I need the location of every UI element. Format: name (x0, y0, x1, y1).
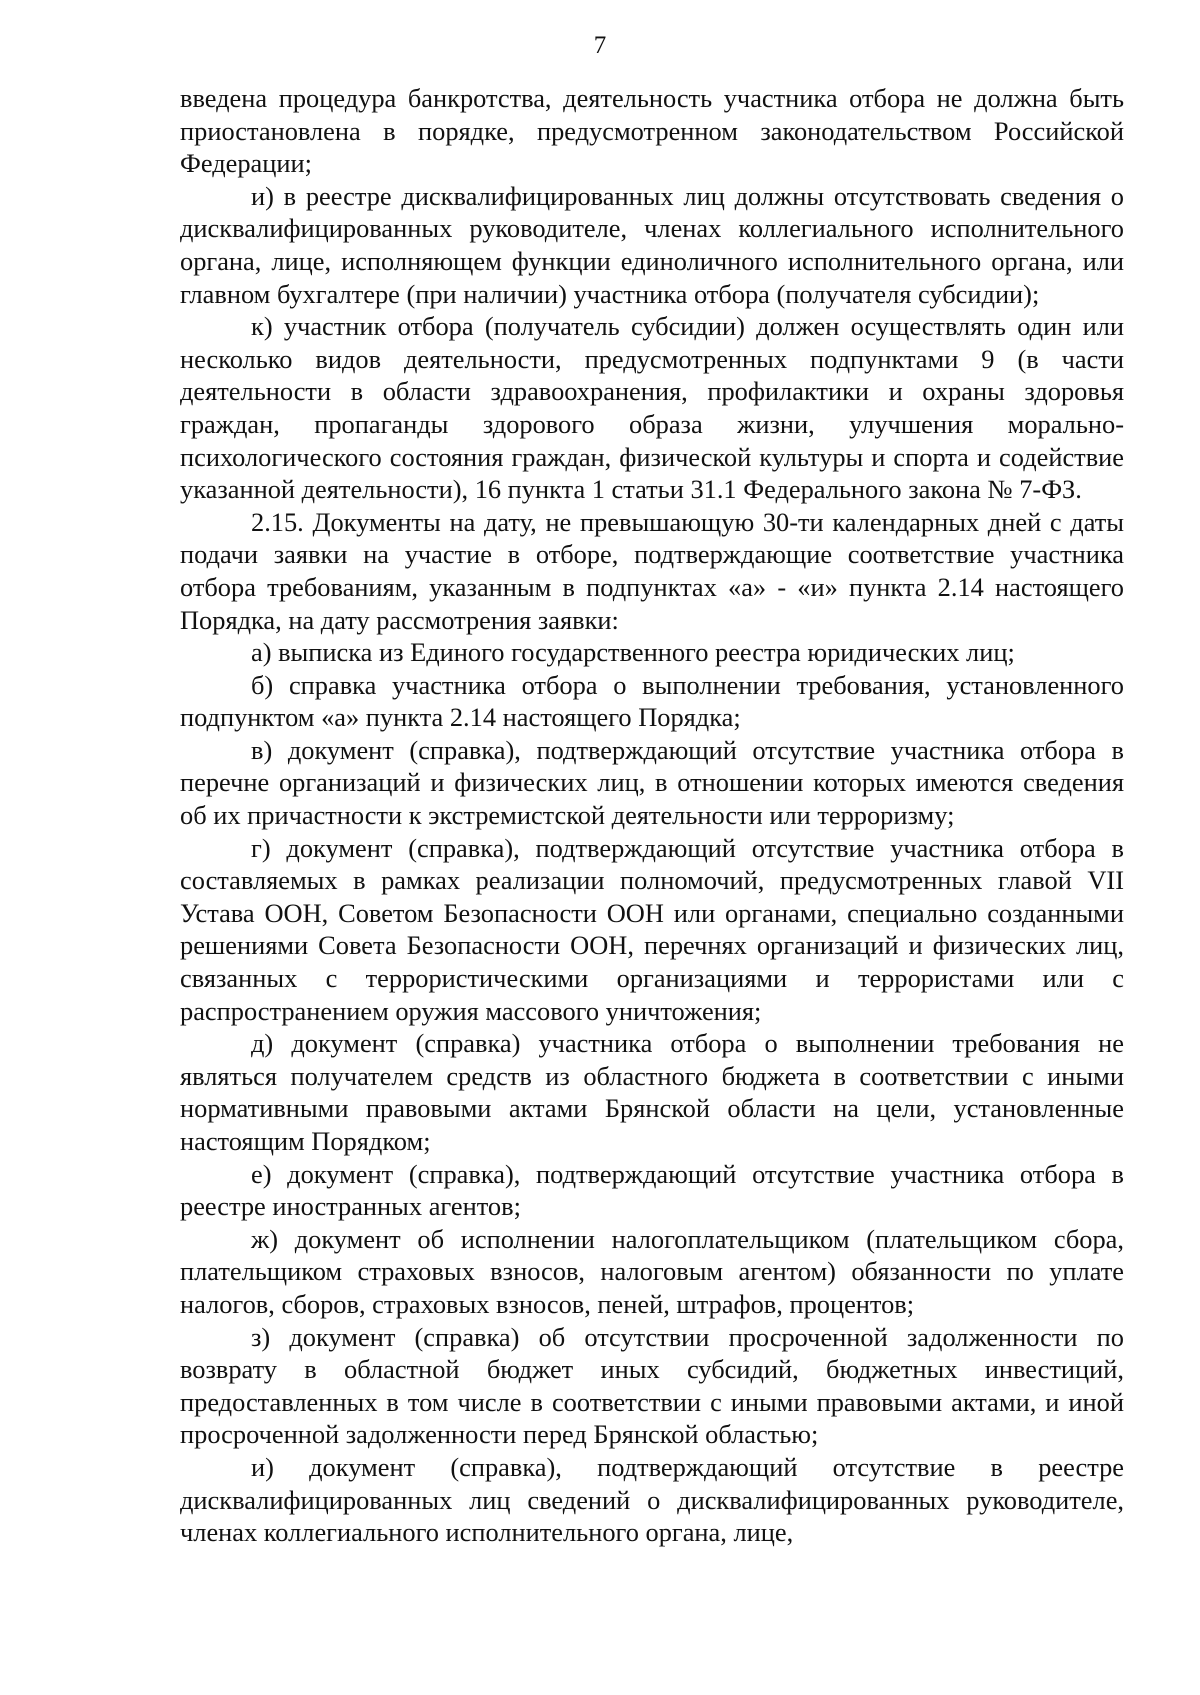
paragraph-doc-e: е) документ (справка), подтверждающий отсутствие участника отбора в реестре иностранных агентов; (180, 1158, 1124, 1222)
paragraph-doc-d: д) документ (справка) участника отбора о выполнении требования не являться получателем средств из областного бюджета в соответствии с иными нормативными правовыми актами Брянской области на цели, установленные настоящим Порядком; (180, 1028, 1124, 1156)
paragraph-doc-a: а) выписка из Единого государственного реестра юридических лиц; (251, 637, 1015, 668)
paragraph-doc-i: и) документ (справка), подтверждающий отсутствие в реестре дисквалифицированных лиц сведений о дисквалифицированных руководителе, членах коллегиального исполнительного органа, лице, (180, 1451, 1124, 1548)
paragraph-doc-v: в) документ (справка), подтверждающий отсутствие участника отбора в перечне организаций и физических лиц, в отношении которых имеются сведения об их причастности к экстремистской деятельности или терроризму; (180, 734, 1124, 831)
paragraph-doc-z: з) документ (справка) об отсутствии просроченной задолженности по возврату в областной бюджет иных субсидий, бюджетных инвестиций, предоставленных в том числе в соответствии с иными правовыми актами, и иной просроченной задолженности перед Брянской областью; (180, 1321, 1124, 1450)
paragraph-doc-g: г) документ (справка), подтверждающий отсутствие участника отбора в составляемых в рамках реализации полномочий, предусмотренных главой VII Устава ООН, Советом Безопасности ООН или органами, специально созданными решениями Совета Безопасности ООН, перечнях организаций и физических лиц, связанных с террористическими организациями и террористами или с распространением оружия массового уничтожения; (180, 832, 1124, 1026)
paragraph-bankruptcy-continuation: введена процедура банкротства, деятельность участника отбора не должна быть приостановлена в порядке, предусмотренном законодательством Российской Федерации; (180, 83, 1124, 179)
paragraph-item-i-disqualified: и) в реестре дисквалифицированных лиц должны отсутствовать сведения о дисквалифицированных руководителе, членах коллегиального исполнительного органа, лице, исполняющем функции единоличного исполнительного органа, или главном бухгалтере (при наличии) участника отбора (получателя субсидии); (180, 180, 1124, 309)
page-number: 7 (593, 32, 607, 59)
document-body (180, 82, 1124, 1549)
paragraph-section-2-15: 2.15. Документы на дату, не превышающую 30-ти календарных дней с даты подачи заявки на участие в отборе, подтверждающие соответствие участника отбора требованиям, указанным в подпунктах «а» - «и» пункта 2.14 настоящего Порядка, на дату рассмотрения заявки: (180, 506, 1124, 635)
paragraph-item-k-activities: к) участник отбора (получатель субсидии) должен осуществлять один или несколько видов деятельности, предусмотренных подпунктами 9 (в части деятельности в области здравоохранения, профилактики и охраны здоровья граждан, пропаганды здорового образа жизни, улучшения морально-психологического состояния граждан, физической культуры и спорта и содействие указанной деятельности), 16 пункта 1 статьи 31.1 Федерального закона № 7-ФЗ. (180, 311, 1124, 505)
paragraph-doc-zh: ж) документ об исполнении налогоплательщиком (плательщиком сбора, плательщиком страховых взносов, налоговым агентом) обязанности по уплате налогов, сборов, страховых взносов, пеней, штрафов, процентов; (180, 1223, 1124, 1319)
paragraph-doc-b: б) справка участника отбора о выполнении требования, установленного подпунктом «а» пункта 2.14 настоящего Порядка; (180, 669, 1124, 733)
